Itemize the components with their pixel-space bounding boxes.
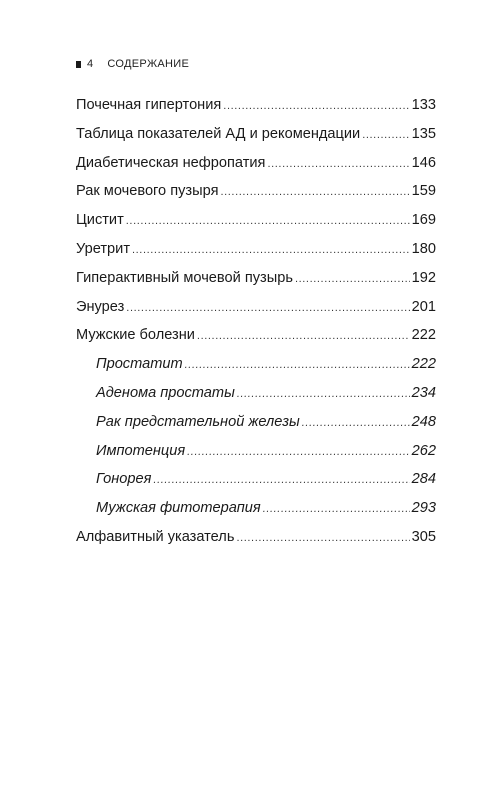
running-header [76,58,189,70]
toc-entry[interactable] [76,95,436,124]
toc-entry[interactable] [76,210,436,239]
toc-entry-page: 135 [411,125,436,142]
toc-entry-page: 222 [411,327,436,344]
dot-leader [295,269,410,289]
section-title: СОДЕРЖАНИЕ [107,58,190,70]
dot-leader [126,211,410,231]
toc-entry-page: 169 [411,212,436,229]
toc-entry-title: Цистит [76,212,124,229]
toc-subentry[interactable] [76,412,436,441]
toc-entry-page: 305 [411,528,436,545]
dot-leader [237,384,410,404]
toc-entry-title: Гонорея [96,471,152,488]
dot-leader [126,298,409,318]
toc-entry-title: Алфавитный указатель [76,528,235,545]
toc-entry-page: 159 [411,183,436,200]
toc-entry-title: Гиперактивный мочевой пузырь [76,269,293,286]
toc-subentry[interactable] [76,469,436,498]
toc-entry-title: Уретрит [76,240,130,257]
dot-leader [185,355,410,375]
toc-entry-title: Рак мочевого пузыря [76,183,219,200]
dot-leader [223,96,409,116]
toc-entry-title: Мужская фитотерапия [96,500,261,517]
toc-entry[interactable] [76,124,436,153]
square-bullet-icon [76,61,81,68]
toc-subentry[interactable] [76,383,436,412]
toc-entry-title: Простатит [96,356,183,373]
toc-entry-page: 293 [411,500,436,517]
toc-entry-page: 284 [411,471,436,488]
toc-entry-title: Таблица показателей АД и рекомендации [76,125,361,142]
dot-leader [267,154,409,174]
toc-entry-page: 146 [411,154,436,171]
toc-subentry[interactable] [76,354,436,383]
toc-entry-title: Почечная гипертония [76,97,222,113]
dot-leader [236,528,409,548]
toc-entry[interactable] [76,325,436,354]
toc-entry-page: 248 [411,413,436,430]
dot-leader [362,125,409,145]
toc-entry-page: 180 [411,240,436,257]
toc-entry[interactable] [76,239,436,268]
dot-leader [132,240,410,260]
toc-entry[interactable] [76,527,436,556]
toc-entry-page: 201 [411,298,436,315]
toc-entry-title: Диабетическая нефропатия [76,154,266,171]
toc-subentry[interactable] [76,498,436,527]
toc-entry-title: Рак предстательной железы [96,413,300,430]
dot-leader [302,413,410,433]
toc-subentry[interactable] [76,441,436,470]
toc-entry-title: Импотенция [96,442,186,459]
toc-entry[interactable] [76,268,436,297]
dot-leader [263,499,410,519]
toc-entry-title: Энурез [76,298,125,315]
dot-leader [153,470,409,490]
dot-leader [220,182,409,202]
page-number: 4 [87,58,94,70]
toc-entry-title: Мужские болезни [76,327,195,344]
toc-entry-page: 262 [411,442,436,459]
toc-entry-page: 222 [411,356,436,373]
toc-entry-title: Аденома простаты [96,384,235,401]
toc-entry-page: 234 [411,384,436,401]
dot-leader [187,442,409,462]
toc-entry[interactable] [76,297,436,326]
toc-entry-page: 192 [411,269,436,286]
toc-entry[interactable] [76,181,436,210]
table-of-contents [76,95,436,556]
dot-leader [197,326,410,346]
toc-entry-page: 133 [411,97,436,113]
toc-entry[interactable] [76,153,436,182]
